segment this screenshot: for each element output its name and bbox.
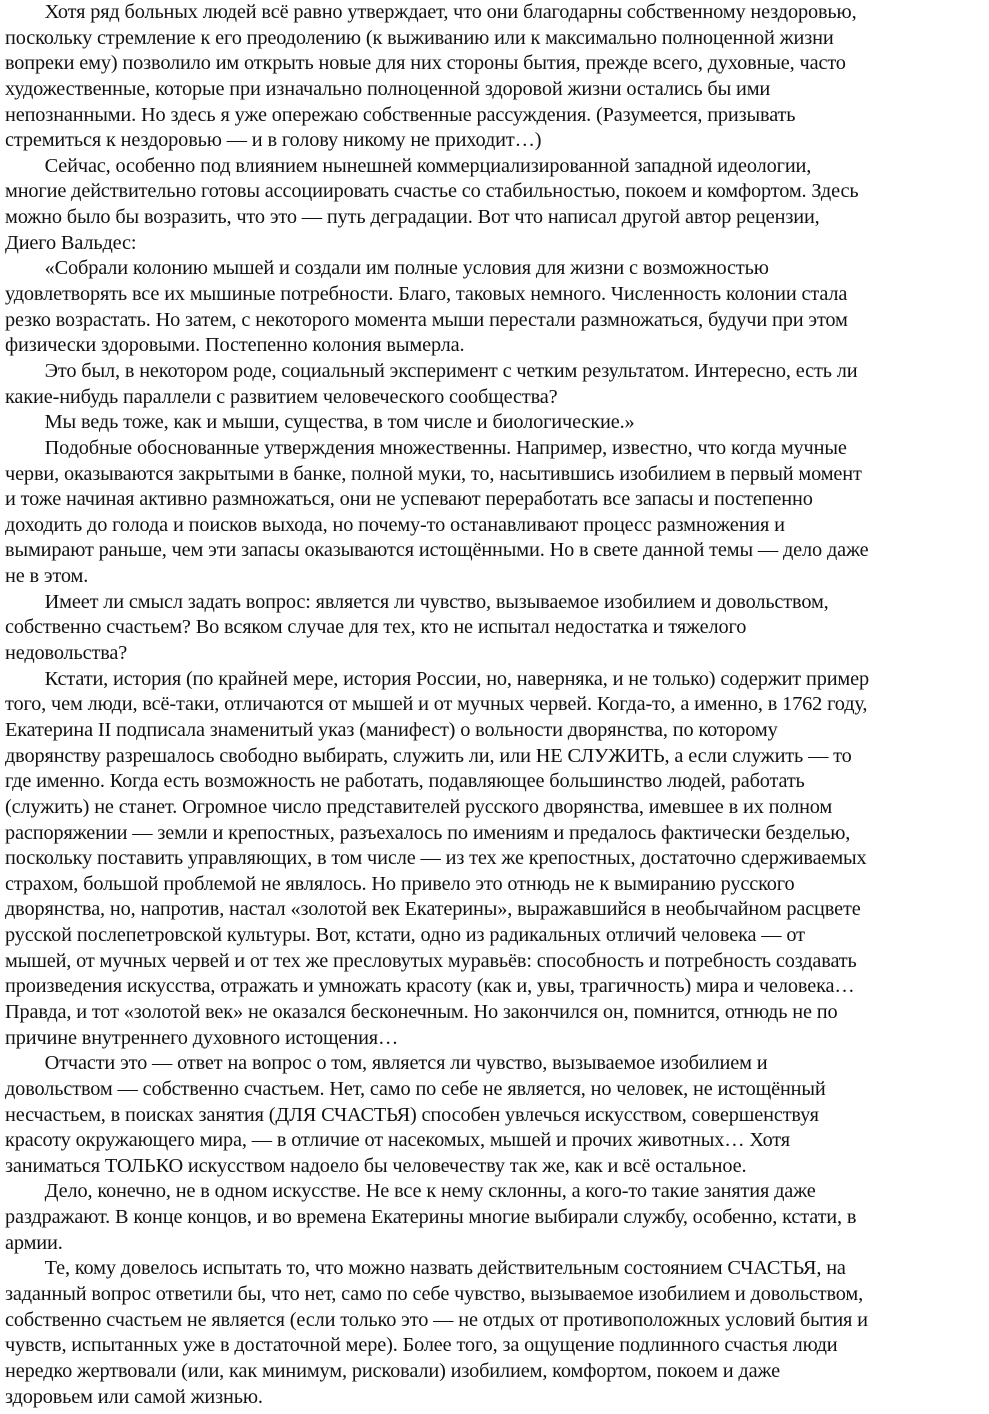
paragraph-line: собственно счастьем не является (если только это — не отдых от противоположных условий бытия и [5, 1308, 868, 1331]
paragraph-line: страхом, большой проблемой не являлось. Но привело это отнюдь не к вымиранию русского [5, 872, 795, 895]
paragraph [5, 1179, 989, 1256]
paragraph [5, 256, 989, 359]
paragraph-line: где именно. Когда есть возможность не работать, подавляющее большинство людей, работать [5, 770, 805, 793]
paragraph-line: чувств, испытанных уже в достаточной мере). Более того, за ощущение подлинного счастья люди [5, 1334, 838, 1357]
paragraph-line: черви, оказываются закрытыми в банке, полной муки, то, насытившись изобилием в первый момент [5, 462, 862, 485]
paragraph-line: Диего Вальдес: [5, 231, 137, 254]
paragraph-line: многие действительно готовы ассоциировать счастье со стабильностью, покоем и комфортом. Здесь [5, 180, 859, 203]
paragraph-line: раздражают. В конце концов, и во времена Екатерины многие выбирали службу, особенно, кстати, в [5, 1206, 857, 1229]
paragraph-line: причине внутреннего духовного истощения… [5, 1026, 399, 1049]
paragraph-line: армии. [5, 1231, 63, 1254]
paragraph-line: несчастьем, в поисках занятия (ДЛЯ СЧАСТЬЯ) способен увлечься искусством, совершенствуя [5, 1103, 819, 1126]
paragraph-line: вопреки ему) позволило им открыть новые для них стороны бытия, прежде всего, духовные, часто [5, 52, 846, 75]
paragraph-first-line: Это был, в некотором роде, социальный эксперимент с четким результатом. Интересно, есть ли [44, 359, 858, 382]
paragraph-line: доходить до голода и поисков выхода, но почему-то останавливают процесс размножения и [5, 513, 785, 536]
paragraph-first-line: Кстати, история (по крайней мере, история России, но, наверняка, и не только) содержит пример [44, 667, 870, 690]
paragraph-line: можно было бы возразить, что это — путь деградации. Вот что написал другой автор рецензии, [5, 206, 820, 229]
paragraph-first-line: Подобные обоснованные утверждения множественны. Например, известно, что когда мучные [44, 436, 847, 459]
paragraph-line: дворянству разрешалось свободно выбирать, служить ли, или НЕ СЛУЖИТЬ, а если служить — то [5, 744, 852, 767]
paragraph-line: заданный вопрос ответили бы, что нет, само по себе чувство, вызываемое изобилием и довольством, [5, 1283, 864, 1306]
paragraph-line: мышей, от мучных червей и от тех же пресловутых муравьёв: способность и потребность создавать [5, 949, 857, 972]
paragraph-line: русской послепетровской культуры. Вот, кстати, одно из радикальных отличий человека — от [5, 924, 805, 947]
paragraph-line: художественные, которые при изначально полноценной здоровой жизни остались бы ими [5, 77, 771, 100]
paragraph [5, 1256, 989, 1410]
paragraph-first-line: Сейчас, особенно под влиянием нынешней коммерциализированной западной идеологии, [44, 154, 812, 177]
paragraph [5, 154, 989, 257]
paragraph-line: нередко жертвовали (или, как минимум, рисковали) изобилием, комфортом, покоем и даже [5, 1359, 780, 1382]
paragraph [5, 359, 989, 410]
paragraph-line: собственно счастьем? Во всяком случае для тех, кто не испытал недостатка и тяжелого [5, 616, 747, 639]
paragraph [5, 667, 989, 1052]
paragraph-line: дворянства, но, напротив, настал «золотой век Екатерины», выражавшийся в необычайном расцвете [5, 898, 861, 921]
paragraph-line: какие-нибудь параллели с развитием человеческого сообщества? [5, 385, 558, 408]
paragraph-first-line: Дело, конечно, не в одном искусстве. Не все к нему склонны, а кого-то такие занятия даже [44, 1180, 816, 1203]
paragraph [5, 0, 989, 154]
paragraph-line: заниматься ТОЛЬКО искусством надоело бы человечеству так же, как и всё остальное. [5, 1154, 747, 1177]
paragraph-first-line: Те, кому довелось испытать то, что можно назвать действительным состоянием СЧАСТЬЯ, на [44, 1257, 846, 1280]
paragraph-line: удовлетворять все их мышиные потребности. Благо, таковых немного. Численность колонии стала [5, 283, 848, 306]
paragraph-line: того, чем люди, всё-таки, отличаются от мышей и от мучных червей. Когда-то, а именно, в 1762 году, [5, 693, 868, 716]
paragraph-line: здоровьем или самой жизнью. [5, 1385, 263, 1408]
paragraph-line: и тоже начиная активно размножаться, они не успевают переработать все запасы и постепенно [5, 488, 813, 511]
paragraph-line: физически здоровыми. Постепенно колония вымерла. [5, 334, 465, 357]
paragraph-first-line: Хотя ряд больных людей всё равно утверждает, что они благодарны собственному нездоровью, [44, 1, 857, 23]
paragraph-line: красоту окружающего мира, — в отличие от насекомых, мышей и прочих животных… Хотя [5, 1129, 790, 1152]
paragraph [5, 590, 989, 667]
paragraph-first-line: Отчасти это — ответ на вопрос о том, является ли чувство, вызываемое изобилием и [44, 1052, 768, 1075]
paragraph-line: Екатерина II подписала знаменитый указ (манифест) о вольности дворянства, по которому [5, 718, 778, 741]
paragraph-line: распоряжении — земли и крепостных, разъехалось по имениям и предалось фактически безделью, [5, 821, 851, 844]
paragraph-line: довольством — собственно счастьем. Нет, само по себе не является, но человек, не истощённый [5, 1077, 826, 1100]
paragraph-first-line: Имеет ли смысл задать вопрос: является ли чувство, вызываемое изобилием и довольством, [44, 590, 829, 613]
paragraph-line: поскольку поставить управляющих, в том числе — из тех же крепостных, достаточно сдерживаемых [5, 847, 867, 870]
paragraph-line: стремиться к нездоровью — и в голову никому не приходит…) [5, 129, 542, 152]
paragraph-first-line: «Собрали колонию мышей и создали им полные условия для жизни с возможностью [44, 257, 769, 280]
paragraph-line: поскольку стремление к его преодолению (к выживанию или к максимально полноценной жизни [5, 26, 834, 49]
paragraph [5, 436, 989, 590]
paragraph-line: Правда, и тот «золотой век» не оказался бесконечным. Но закончился он, помнится, отнюдь не по [5, 1000, 838, 1023]
paragraph-first-line: Мы ведь тоже, как и мыши, существа, в том числе и биологические.» [44, 411, 635, 434]
paragraph [5, 1051, 989, 1179]
paragraph-line: непознанными. Но здесь я уже опережаю собственные рассуждения. (Разумеется, призывать [5, 103, 796, 126]
paragraph-line: произведения искусства, отражать и умножать красоту (как и, увы, трагичность) мира и человека… [5, 975, 855, 998]
paragraph [5, 410, 989, 436]
paragraph-line: (служить) не станет. Огромное число представителей русского дворянства, имевшее в их полном [5, 795, 833, 818]
paragraph-line: недовольства? [5, 642, 128, 665]
paragraph-line: вымирают раньше, чем эти запасы оказываются истощёнными. Но в свете данной темы — дело даже [5, 539, 869, 562]
paragraph-line: резко возрастать. Но затем, с некоторого момента мыши перестали размножаться, будучи при этом [5, 308, 848, 331]
paragraph-line: не в этом. [5, 565, 89, 588]
